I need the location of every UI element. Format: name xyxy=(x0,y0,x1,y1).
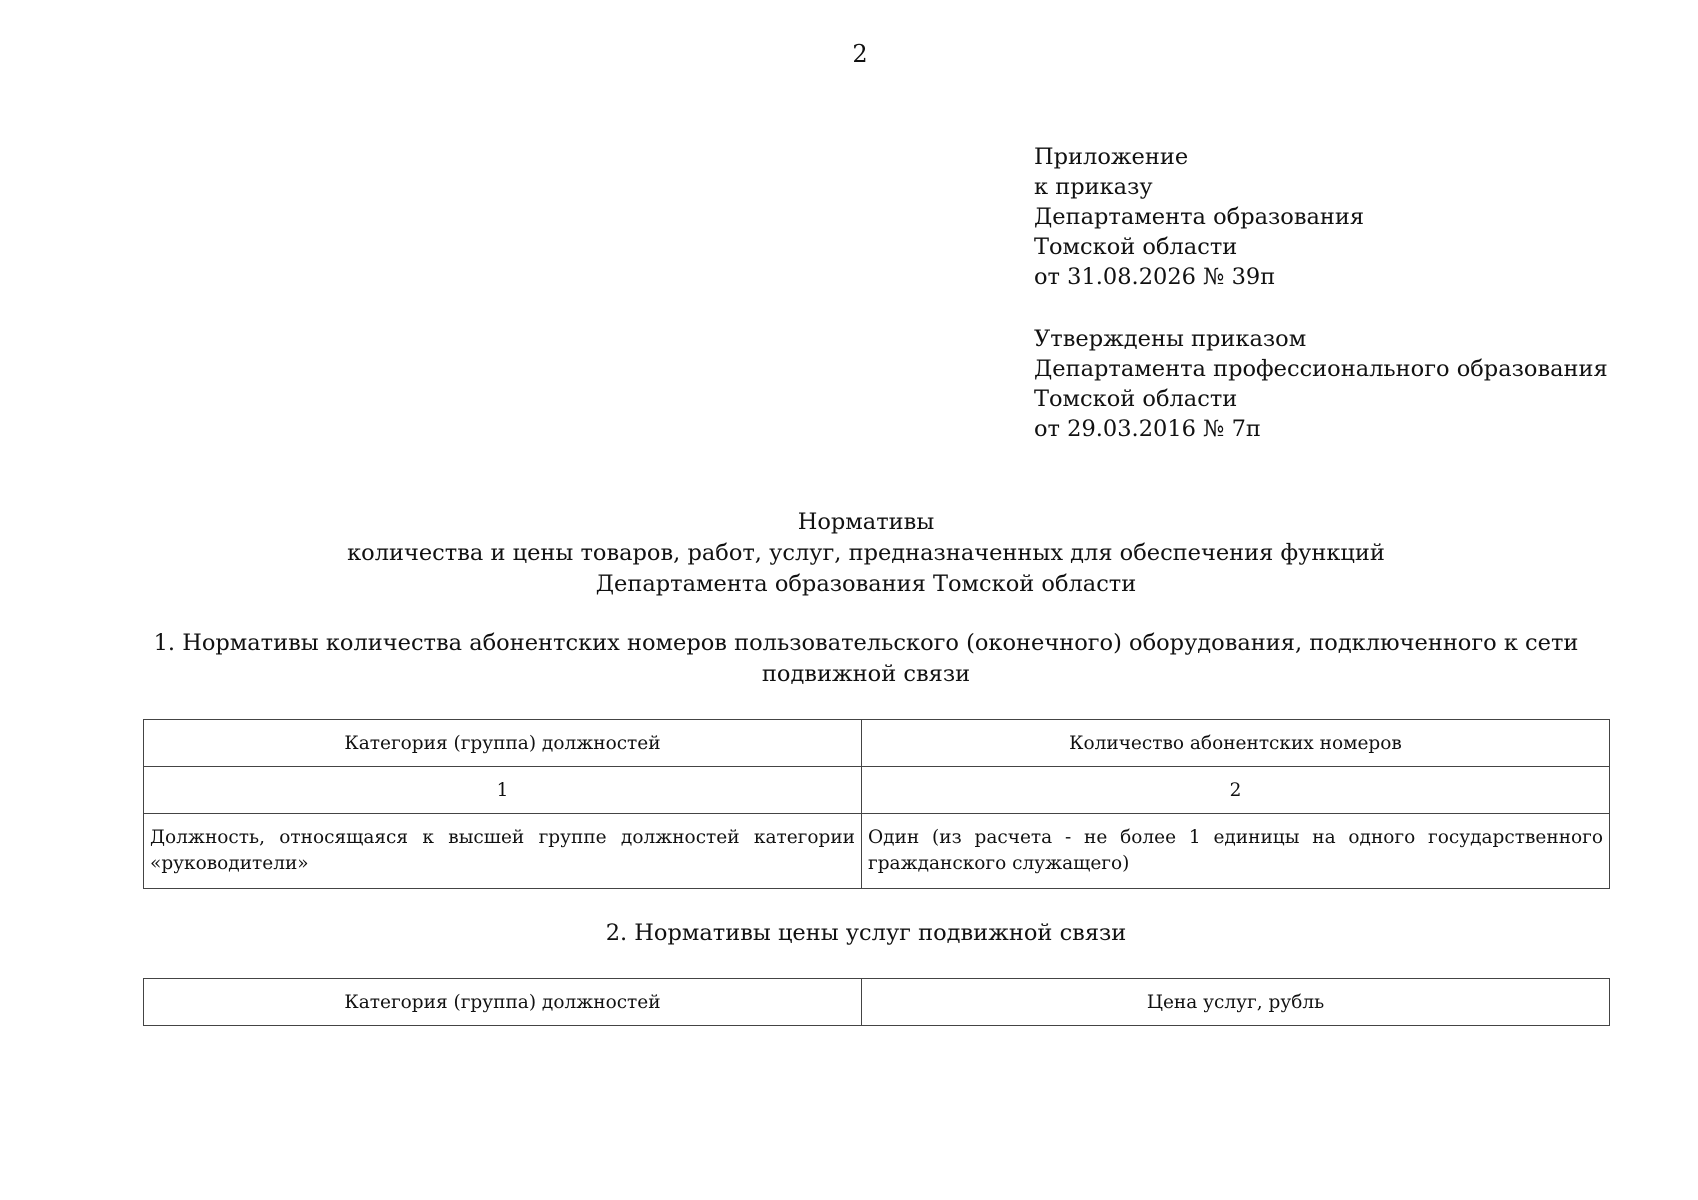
header-cell-price: Цена услуг, рубль xyxy=(862,979,1610,1026)
section-1-heading: 1. Нормативы количества абонентских номеров пользовательского (оконечного) оборудования, подключенного к сети подвижной связи xyxy=(153,630,1579,687)
header-cell-category: Категория (группа) должностей xyxy=(144,979,862,1026)
appendix-line: Приложение xyxy=(1034,144,1189,170)
section-2-heading: 2. Нормативы цены услуг подвижной связи xyxy=(605,920,1127,946)
table-row xyxy=(144,814,1610,889)
table-header-row xyxy=(144,720,1610,767)
document-title xyxy=(0,507,1698,600)
appendix-line: к приказу xyxy=(1034,174,1153,200)
title-line: Нормативы xyxy=(797,509,935,535)
header-cell-quantity: Количество абонентских номеров xyxy=(862,720,1610,767)
approval-block xyxy=(1034,324,1608,444)
appendix-block xyxy=(1034,142,1364,292)
column-number-row xyxy=(144,767,1610,814)
page-number: 2 xyxy=(852,40,868,68)
column-number-cell: 1 xyxy=(144,767,862,814)
approval-line: Департамента профессионального образования xyxy=(1034,356,1608,382)
table-cell-quantity: Один (из расчета - не более 1 единицы на одного государственного гражданского служащего) xyxy=(862,814,1610,889)
approval-line: от 29.03.2016 № 7п xyxy=(1034,416,1261,442)
table-header-row xyxy=(144,979,1610,1026)
appendix-line: Департамента образования xyxy=(1034,204,1365,230)
subscriber-numbers-table xyxy=(143,719,1610,889)
title-line: Департамента образования Томской области xyxy=(595,571,1137,597)
approval-line: Утверждены приказом xyxy=(1034,326,1307,352)
table-cell-position: Должность, относящаяся к высшей группе должностей категории «руководители» xyxy=(144,814,862,889)
column-number-cell: 2 xyxy=(862,767,1610,814)
appendix-line: Томской области xyxy=(1034,234,1238,260)
title-line: количества и цены товаров, работ, услуг, предназначенных для обеспечения функций xyxy=(347,540,1385,566)
approval-line: Томской области xyxy=(1034,386,1238,412)
service-price-table xyxy=(143,978,1610,1026)
header-cell-category: Категория (группа) должностей xyxy=(144,720,862,767)
appendix-line: от 31.08.2026 № 39п xyxy=(1034,264,1276,290)
